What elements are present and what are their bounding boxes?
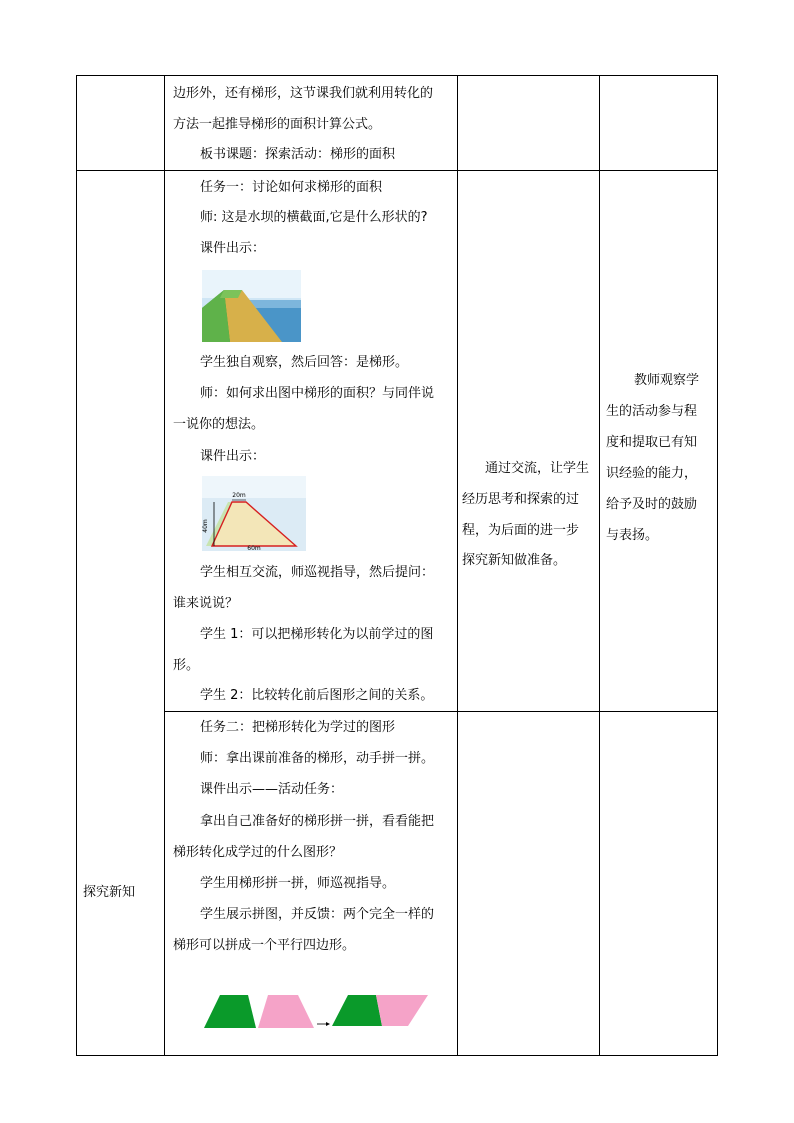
combined-green-trapezoid (332, 995, 382, 1026)
label-top: 20m (232, 492, 246, 499)
eval-line-3: 度和提取已有知 (606, 435, 698, 450)
task2-line-7: 学生展示拼图，并反馈：两个完全一样的 (200, 907, 435, 922)
dam-image (202, 270, 301, 342)
student1-line-2: 形。 (173, 658, 200, 673)
table-border-bottom (76, 1055, 718, 1056)
eval-line-2: 生的活动参与程 (606, 404, 698, 419)
eval-line-6: 与表扬。 (606, 528, 659, 543)
task2-title: 任务二：把梯形转化为学过的图形 (200, 720, 396, 735)
discussion-line-1: 学生相互交流，师巡视指导，然后提问： (200, 565, 435, 580)
courseware-label-2: 课件出示： (200, 449, 266, 464)
eval-line-4: 识经验的能力， (606, 466, 698, 481)
column-divider-1 (164, 75, 165, 1056)
task2-line-4: 拿出自己准备好的梯形拼一拼，看看能把 (200, 814, 435, 829)
courseware-label-1: 课件出示： (200, 241, 266, 256)
trapezoid-assembly-figure (200, 990, 432, 1032)
column-divider-2 (457, 75, 458, 1056)
task2-line-5: 梯形转化成学过的什么图形？ (173, 845, 343, 860)
row-divider-2 (164, 711, 718, 712)
table-border-top (76, 75, 718, 76)
purpose-line-2: 经历思考和探索的过 (462, 492, 580, 507)
purpose-line-1: 通过交流，让学生 (485, 461, 590, 476)
task1-title: 任务一：讨论如何求梯形的面积 (200, 180, 383, 195)
discussion-line-2: 谁来说说？ (173, 596, 239, 611)
purpose-line-3: 程，为后面的进一步 (462, 523, 580, 538)
pink-trapezoid (258, 995, 314, 1028)
trapezoid-figure (202, 476, 306, 551)
eval-line-1: 教师观察学 (634, 373, 700, 388)
column-divider-3 (599, 75, 600, 1056)
teacher-question-2b: 一说你的想法。 (173, 417, 265, 432)
green-trapezoid (204, 995, 256, 1028)
task2-line-8: 梯形可以拼成一个平行四边形。 (173, 938, 356, 953)
eval-line-5: 给予及时的鼓励 (606, 497, 698, 512)
table-border-right (717, 75, 718, 1056)
label-bottom: 60m (247, 545, 261, 551)
student1-line-1: 学生 1：可以把梯形转化为以前学过的图 (200, 627, 434, 642)
arrow-head (326, 1022, 330, 1026)
teacher-question-2a: 师：如何求出图中梯形的面积？与同伴说 (200, 386, 435, 401)
row1-line-3: 板书课题：探索活动：梯形的面积 (200, 147, 396, 162)
teacher-question-1: 师: 这是水坝的横截面,它是什么形状的? (200, 210, 428, 225)
task2-line-6: 学生用梯形拼一拼，师巡视指导。 (200, 876, 396, 891)
row1-line-2: 方法一起推导梯形的面积计算公式。 (173, 117, 382, 132)
table-border-left (76, 75, 77, 1056)
label-height: 40m (202, 519, 209, 533)
student-answer-1: 学生独自观察，然后回答：是梯形。 (200, 355, 409, 370)
stage-label: 探究新知 (83, 885, 136, 900)
row-divider-1 (76, 170, 718, 171)
task2-line-3: 课件出示——活动任务： (200, 782, 344, 797)
purpose-line-4: 探究新知做准备。 (462, 553, 567, 568)
row1-line-1: 边形外，还有梯形，这节课我们就利用转化的 (173, 86, 434, 101)
student2-line: 学生 2：比较转化前后图形之间的关系。 (200, 688, 434, 703)
combined-pink-trapezoid (376, 995, 428, 1026)
task2-line-2: 师：拿出课前准备的梯形，动手拼一拼。 (200, 751, 435, 766)
